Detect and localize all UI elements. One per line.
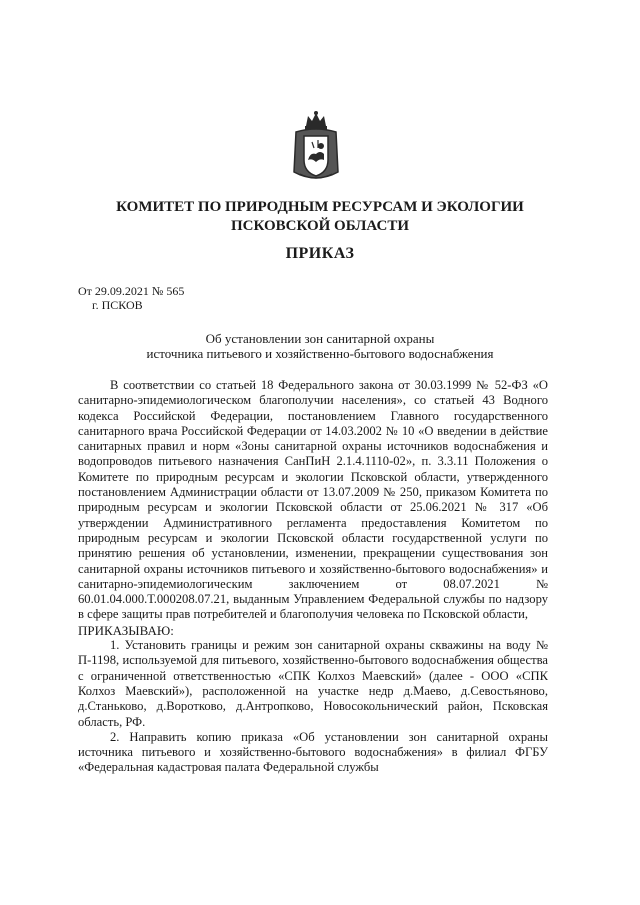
coat-of-arms-emblem — [290, 110, 342, 186]
subject-line-2: источника питьевого и хозяйственно-бытового водоснабжения — [146, 346, 494, 361]
organization-line-1: КОМИТЕТ ПО ПРИРОДНЫМ РЕСУРСАМ И ЭКОЛОГИИ — [116, 199, 524, 215]
order-item-1: 1. Установить границы и режим зон санитарной охраны скважины на воду № П-1198, используемой для питьевого, хозяйственно-бытового водоснабжения общества с ограниченной ответственностью «СПК Колхоз Маевский» (далее - ООО «СПК Колхоз Маевский»), расположенной на участке недр д.Маево, д.Севостьяново, д.Станьково, д.Воротково, д.Антропково, Новосокольнический район, Псковская область, РФ. — [78, 638, 548, 729]
organization-name — [60, 198, 580, 236]
document-type-title: ПРИКАЗ — [285, 245, 355, 262]
order-city: г. ПСКОВ — [92, 298, 143, 312]
decree-word: ПРИКАЗЫВАЮ: — [78, 622, 174, 638]
order-date-number: От 29.09.2021 № 565 — [78, 284, 185, 298]
subject-line-1: Об установлении зон санитарной охраны — [205, 331, 435, 346]
order-subject — [80, 331, 560, 361]
organization-line-2: ПСКОВСКОЙ ОБЛАСТИ — [230, 218, 410, 234]
order-meta — [78, 284, 184, 312]
order-item-2: 2. Направить копию приказа «Об установлении зон санитарной охраны источника питьевого и хозяйственно-бытового водоснабжения» в филиал ФГБУ «Федеральная кадастровая палата Федеральной службы — [78, 729, 548, 775]
preamble-paragraph: В соответствии со статьей 18 Федерального закона от 30.03.1999 № 52-ФЗ «О санитарно-эпидемиологическом благополучии населения», со статьей 43 Водного кодекса Российской Федерации, постановлением Главного государственного санитарного врача Российской Федерации от 14.03.2002 № 10 «О введении в действие санитарных правил и норм «Зоны санитарной охраны источников водоснабжения и водопроводов питьевого назначения СанПиН 2.1.4.1110-02», п. 3.3.11 Положения о Комитете по природным ресурсам и экологии Псковской области, утвержденного постановлением Администрации области от 13.07.2009 № 250, приказом Комитета по природным ресурсам и экологии Псковской области от 25.06.2021 № 317 «Об утверждении Административного регламента предоставления Комитетом по природным ресурсам и экологии Псковской области государственной услуги по принятию решения об установлении, изменении, прекращении существования зон санитарной охраны источников питьевого и хозяйственно-бытового водоснабжения» и санитарно-эпидемиологическим заключением от 08.07.2021 № 60.01.04.000.Т.000208.07.21, выданным Управлением Федеральной службы по надзору в сфере защиты прав потребителей и благополучия человека по Псковской области, — [78, 378, 548, 622]
order-body — [78, 378, 548, 776]
